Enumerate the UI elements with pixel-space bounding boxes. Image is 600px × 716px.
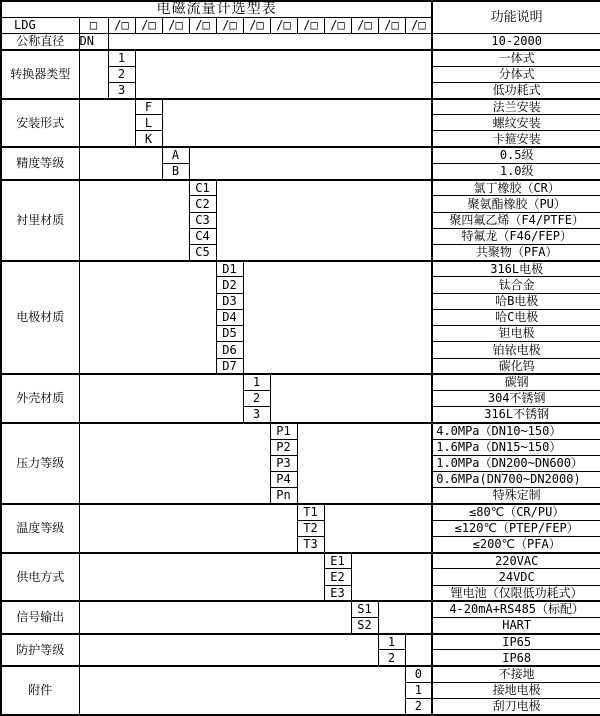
code-cell: 1 xyxy=(108,50,135,66)
description-cell: 不接地 xyxy=(432,666,600,682)
description-cell: 316L不锈钢 xyxy=(432,407,600,423)
code-cell: C1 xyxy=(189,180,216,196)
code-cell: E1 xyxy=(324,553,351,569)
code-cell: T2 xyxy=(297,520,324,536)
code-cell: 1 xyxy=(243,374,270,390)
description-cell: 碳钢 xyxy=(432,374,600,390)
filler-cell xyxy=(79,374,243,423)
filler-cell xyxy=(162,99,432,148)
code-cell: D1 xyxy=(216,261,243,277)
description-cell: HART xyxy=(432,618,600,634)
code-box-cell: /□ xyxy=(108,17,135,33)
code-box-cell: □ xyxy=(79,17,108,33)
filler-cell xyxy=(405,634,432,666)
code-cell: T1 xyxy=(297,504,324,520)
function-description-header: 功能说明 xyxy=(432,1,600,34)
code-box-cell: /□ xyxy=(135,17,162,33)
filler-cell xyxy=(135,50,432,99)
description-cell: 10-2000 xyxy=(432,34,600,50)
description-cell: 0.5级 xyxy=(432,147,600,163)
code-cell: P3 xyxy=(270,455,297,471)
description-cell: 1.0MPa（DN200~DN600） xyxy=(432,455,600,471)
code-cell: P4 xyxy=(270,472,297,488)
table-title: 电磁流量计选型表 xyxy=(1,1,432,17)
code-cell: 3 xyxy=(243,407,270,423)
code-cell: 2 xyxy=(243,390,270,406)
code-cell: F xyxy=(135,99,162,115)
code-box-cell: /□ xyxy=(270,17,297,33)
description-cell: 接地电极 xyxy=(432,682,600,698)
category-cell: 电极材质 xyxy=(1,261,79,375)
category-cell: 信号输出 xyxy=(1,601,79,633)
description-cell: ≤200℃（PFA） xyxy=(432,536,600,552)
filler-cell xyxy=(108,34,432,50)
code-cell: L xyxy=(135,115,162,131)
code-cell: 1 xyxy=(405,682,432,698)
description-cell: 哈B电极 xyxy=(432,293,600,309)
description-cell: 碳化钨 xyxy=(432,358,600,374)
description-cell: 聚氨酯橡胶（PU） xyxy=(432,196,600,212)
description-cell: 特氟龙（F46/FEP） xyxy=(432,228,600,244)
filler-cell xyxy=(79,666,405,715)
description-cell: 0.6MPa(DN700~DN2000) xyxy=(432,472,600,488)
filler-cell xyxy=(378,601,432,633)
filler-cell xyxy=(79,553,324,602)
description-cell: 螺纹安装 xyxy=(432,115,600,131)
code-box-cell: /□ xyxy=(189,17,216,33)
code-cell: T3 xyxy=(297,536,324,552)
description-cell: 1.6MPa（DN15~150） xyxy=(432,439,600,455)
description-cell: 钽电极 xyxy=(432,326,600,342)
description-cell: 铂铱电极 xyxy=(432,342,600,358)
code-cell: C2 xyxy=(189,196,216,212)
description-cell: 4.0MPa（DN10~150） xyxy=(432,423,600,439)
category-cell: 安装形式 xyxy=(1,99,79,148)
description-cell: 锂电池（仅限低功耗式） xyxy=(432,585,600,601)
description-cell: 共聚物（PFA） xyxy=(432,244,600,260)
description-cell: 法兰安装 xyxy=(432,99,600,115)
filler-cell xyxy=(79,504,297,553)
code-box-cell: /□ xyxy=(351,17,378,33)
code-cell: D7 xyxy=(216,358,243,374)
code-cell: D3 xyxy=(216,293,243,309)
filler-cell xyxy=(79,423,270,504)
filler-cell xyxy=(79,601,351,633)
code-cell: DN xyxy=(79,34,108,50)
code-cell: S2 xyxy=(351,618,378,634)
code-cell: E3 xyxy=(324,585,351,601)
description-cell: 一体式 xyxy=(432,50,600,66)
code-cell: P2 xyxy=(270,439,297,455)
filler-cell xyxy=(270,374,432,423)
code-cell: Pn xyxy=(270,488,297,504)
description-cell: 氯丁橡胶（CR） xyxy=(432,180,600,196)
description-cell: 特殊定制 xyxy=(432,488,600,504)
code-box-cell: /□ xyxy=(378,17,405,33)
category-cell: 公称直径 xyxy=(1,34,79,50)
category-cell: 压力等级 xyxy=(1,423,79,504)
category-cell: 供电方式 xyxy=(1,553,79,602)
filler-cell xyxy=(79,147,162,179)
description-cell: 钛合金 xyxy=(432,277,600,293)
filler-cell xyxy=(351,553,432,602)
code-cell: 2 xyxy=(378,650,405,666)
description-cell: IP65 xyxy=(432,634,600,650)
code-cell: C5 xyxy=(189,244,216,260)
code-cell: C3 xyxy=(189,212,216,228)
code-cell: 0 xyxy=(405,666,432,682)
description-cell: 卡箍安装 xyxy=(432,131,600,147)
code-cell: D5 xyxy=(216,326,243,342)
description-cell: 1.0级 xyxy=(432,163,600,179)
description-cell: IP68 xyxy=(432,650,600,666)
code-cell: D4 xyxy=(216,309,243,325)
code-cell: 2 xyxy=(405,699,432,715)
filler-cell xyxy=(79,99,135,148)
description-cell: 316L电极 xyxy=(432,261,600,277)
description-cell: 哈C电极 xyxy=(432,309,600,325)
description-cell: 220VAC xyxy=(432,553,600,569)
code-cell: E2 xyxy=(324,569,351,585)
code-box-cell: /□ xyxy=(405,17,432,33)
filler-cell xyxy=(79,261,216,375)
category-cell: 温度等级 xyxy=(1,504,79,553)
category-cell: 精度等级 xyxy=(1,147,79,179)
code-cell: C4 xyxy=(189,228,216,244)
description-cell: 聚四氟乙烯（F4/PTFE） xyxy=(432,212,600,228)
filler-cell xyxy=(243,261,432,375)
code-box-cell: /□ xyxy=(162,17,189,33)
filler-cell xyxy=(189,147,432,179)
code-cell: S1 xyxy=(351,601,378,617)
filler-cell xyxy=(324,504,432,553)
description-cell: ≤80℃（CR/PU） xyxy=(432,504,600,520)
description-cell: 24VDC xyxy=(432,569,600,585)
code-cell: P1 xyxy=(270,423,297,439)
code-cell: D2 xyxy=(216,277,243,293)
code-cell: A xyxy=(162,147,189,163)
code-cell: 2 xyxy=(108,66,135,82)
code-cell: B xyxy=(162,163,189,179)
code-box-cell: /□ xyxy=(297,17,324,33)
description-cell: 分体式 xyxy=(432,66,600,82)
code-cell: 3 xyxy=(108,82,135,98)
code-cell: 1 xyxy=(378,634,405,650)
description-cell: 304不锈钢 xyxy=(432,390,600,406)
filler-cell xyxy=(79,180,189,261)
filler-cell xyxy=(79,634,378,666)
filler-cell xyxy=(297,423,432,504)
code-box-cell: /□ xyxy=(243,17,270,33)
filler-cell xyxy=(79,50,108,99)
description-cell: 刮刀电极 xyxy=(432,699,600,715)
model-prefix-cell: LDG xyxy=(1,17,79,33)
code-cell: K xyxy=(135,131,162,147)
filler-cell xyxy=(216,180,432,261)
category-cell: 转换器类型 xyxy=(1,50,79,99)
category-cell: 防护等级 xyxy=(1,634,79,666)
code-box-cell: /□ xyxy=(216,17,243,33)
category-cell: 外壳材质 xyxy=(1,374,79,423)
description-cell: 低功耗式 xyxy=(432,82,600,98)
category-cell: 附件 xyxy=(1,666,79,715)
table-body xyxy=(1,1,600,715)
category-cell: 衬里材质 xyxy=(1,180,79,261)
code-box-cell: /□ xyxy=(324,17,351,33)
code-cell: D6 xyxy=(216,342,243,358)
description-cell: ≤120℃（PTEP/FEP） xyxy=(432,520,600,536)
description-cell: 4-20mA+RS485（标配） xyxy=(432,601,600,617)
